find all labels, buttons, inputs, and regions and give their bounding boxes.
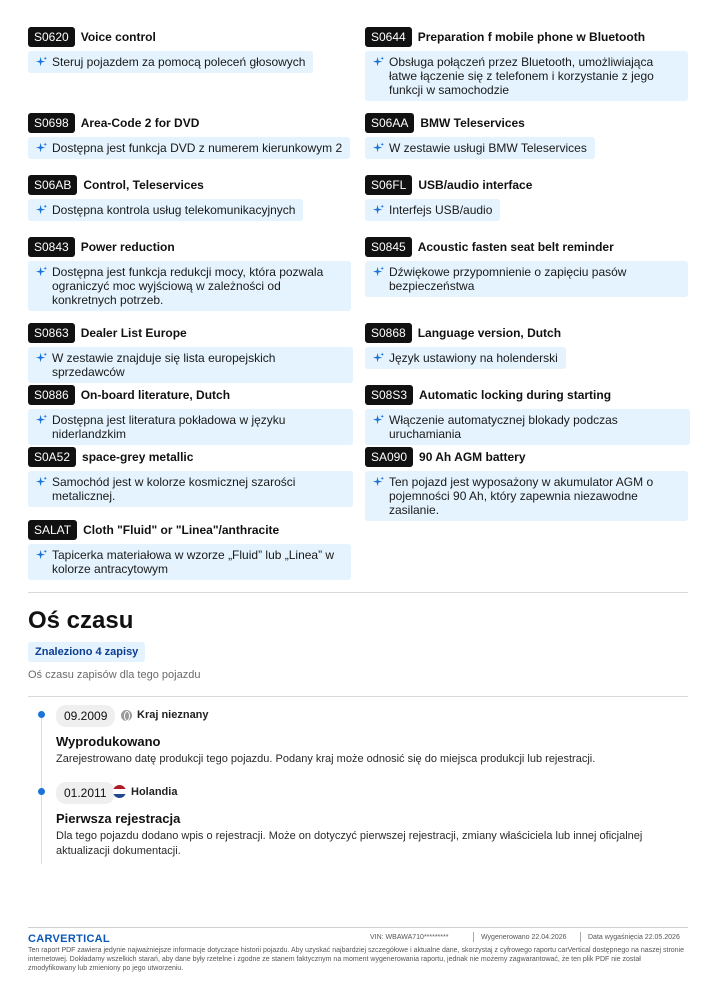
option-item — [28, 520, 353, 580]
option-code: S0845 — [365, 237, 412, 257]
option-item — [28, 447, 353, 507]
option-code: S0843 — [28, 237, 75, 257]
option-description: Obsługa połączeń przez Bluetooth, umożliwiająca łatwe łączenie się z telefonem i korzystanie z jego funkcji w samochodzie — [365, 51, 688, 101]
timeline-subtitle: Oś czasu zapisów dla tego pojazdu — [28, 669, 201, 681]
sparkle-icon — [372, 266, 385, 279]
option-description: Tapicerka materiałowa w wzorze „Fluid” lub „Linea” w kolorze antracytowym — [28, 544, 351, 580]
option-code: S0A52 — [28, 447, 76, 467]
option-name: 90 Ah AGM battery — [419, 450, 526, 464]
option-description: Język ustawiony na holenderski — [365, 347, 566, 369]
option-code: S0644 — [365, 27, 412, 47]
sparkle-icon — [372, 476, 385, 489]
timeline-dot — [38, 711, 45, 718]
option-item — [28, 237, 353, 311]
globe-icon — [121, 710, 132, 721]
option-name: Dealer List Europe — [80, 326, 187, 340]
option-item — [365, 323, 690, 369]
timeline-dot — [38, 788, 45, 795]
option-code: S0868 — [365, 323, 412, 343]
vin-label: VIN: WBAWA710********* — [370, 934, 449, 941]
sparkle-icon — [35, 414, 48, 427]
sparkle-icon — [35, 476, 48, 489]
option-name: USB/audio interface — [418, 178, 533, 192]
option-name: Cloth "Fluid" or "Linea"/anthracite — [83, 523, 280, 537]
event-date: 09.2009 — [56, 705, 115, 727]
expiry-date: Data wygaśnięcia 22.05.2026 — [588, 934, 680, 941]
disclaimer-text: Ten raport PDF zawiera jedynie najważniejsze informacje dotyczące historii pojazdu. Aby uzyskać najbardziej szczegółowe i aktualne dane, skorzystaj z cyfrowego raportu carVertical dostępnego na naszej stronie internetowej. Dokładamy wszelkich starań, aby dane były rzetelne i zgodne ze stanem faktycznym na moment wygenerowania raportu, jednak nie możemy zagwarantować, że ten plik PDF nie został zmodyfikowany lub zmieniony po jego utworzeniu. — [28, 947, 685, 972]
footer-separator — [473, 932, 474, 942]
option-item — [28, 113, 353, 159]
option-item — [28, 385, 353, 445]
option-code: S0863 — [28, 323, 75, 343]
option-code: S06AA — [365, 113, 414, 133]
option-description: W zestawie znajduje się lista europejskich sprzedawców — [28, 347, 353, 383]
sparkle-icon — [35, 204, 48, 217]
option-code: SA090 — [365, 447, 413, 467]
footer-divider — [28, 927, 688, 928]
event-description: Dla tego pojazdu dodano wpis o rejestracji. Może on dotyczyć pierwszej rejestracji, zmiany właściciela lub innej oficjalnej aktualizacji dokumentacji. — [56, 830, 643, 857]
option-description: Włączenie automatycznej blokady podczas uruchamiania — [365, 409, 690, 445]
option-name: Area-Code 2 for DVD — [80, 116, 200, 130]
sparkle-icon — [35, 352, 48, 365]
sparkle-icon — [372, 352, 385, 365]
footer-separator — [580, 932, 581, 942]
option-description: Interfejs USB/audio — [365, 199, 500, 221]
option-description: Dostępna jest literatura pokładowa w języku niderlandzkim — [28, 409, 353, 445]
sparkle-icon — [372, 414, 385, 427]
option-name: Control, Teleservices — [83, 178, 204, 192]
sparkle-icon — [372, 56, 385, 69]
option-name: BMW Teleservices — [420, 116, 525, 130]
carvertical-logo: CARVERTICAL — [28, 933, 110, 945]
option-description: Samochód jest w kolorze kosmicznej szarości metalicznej. — [28, 471, 353, 507]
option-item — [365, 385, 690, 445]
sparkle-icon — [372, 142, 385, 155]
sparkle-icon — [35, 549, 48, 562]
option-name: On-board literature, Dutch — [80, 388, 231, 402]
sparkle-icon — [35, 142, 48, 155]
option-name: Automatic locking during starting — [419, 388, 612, 402]
option-code: S06AB — [28, 175, 77, 195]
option-description: W zestawie usługi BMW Teleservices — [365, 137, 595, 159]
event-country: Holandia — [113, 785, 177, 798]
timeline-divider — [28, 696, 688, 697]
option-item — [365, 237, 690, 297]
sparkle-icon — [35, 56, 48, 69]
event-description: Zarejestrowano datę produkcji tego pojazdu. Podany kraj może odnosić się do miejsca produkcji lub rejestracji. — [56, 753, 596, 765]
option-name: space-grey metallic — [82, 450, 194, 464]
option-code: S0698 — [28, 113, 75, 133]
option-name: Voice control — [80, 30, 156, 44]
option-item — [365, 175, 690, 221]
event-title: Pierwsza rejestracja — [56, 811, 181, 826]
option-code: S0886 — [28, 385, 75, 405]
option-name: Preparation f mobile phone w Bluetooth — [417, 30, 646, 44]
records-count-badge: Znaleziono 4 zapisy — [28, 642, 145, 662]
option-code: S0620 — [28, 27, 75, 47]
event-date: 01.2011 — [56, 782, 115, 804]
option-item — [28, 27, 353, 73]
sparkle-icon — [372, 204, 385, 217]
option-item — [28, 175, 353, 221]
option-code: S06FL — [365, 175, 412, 195]
option-code: SALAT — [28, 520, 77, 540]
timeline-title: Oś czasu — [28, 607, 134, 634]
netherlands-flag-icon — [113, 785, 126, 798]
option-code: S08S3 — [365, 385, 413, 405]
option-name: Power reduction — [80, 240, 175, 254]
sparkle-icon — [35, 266, 48, 279]
option-item — [365, 113, 690, 159]
section-divider — [28, 592, 688, 593]
option-description: Dźwiękowe przypomnienie o zapięciu pasów bezpieczeństwa — [365, 261, 688, 297]
option-description: Dostępna kontrola usług telekomunikacyjnych — [28, 199, 303, 221]
option-name: Acoustic fasten seat belt reminder — [417, 240, 614, 254]
event-country: Kraj nieznany — [121, 709, 209, 721]
event-title: Wyprodukowano — [56, 734, 161, 749]
option-item — [28, 323, 353, 383]
option-item — [365, 447, 690, 521]
option-description: Dostępna jest funkcja redukcji mocy, która pozwala ograniczyć moc wyjściową w zależności od konkretnych potrzeb. — [28, 261, 351, 311]
option-name: Language version, Dutch — [417, 326, 562, 340]
option-description: Steruj pojazdem za pomocą poleceń głosowych — [28, 51, 313, 73]
option-description: Dostępna jest funkcja DVD z numerem kierunkowym 2 — [28, 137, 350, 159]
option-item — [365, 27, 690, 101]
option-description: Ten pojazd jest wyposażony w akumulator AGM o pojemności 90 Ah, który zapewnia niezawodne zasilanie. — [365, 471, 688, 521]
generated-date: Wygenerowano 22.04.2026 — [481, 934, 567, 941]
